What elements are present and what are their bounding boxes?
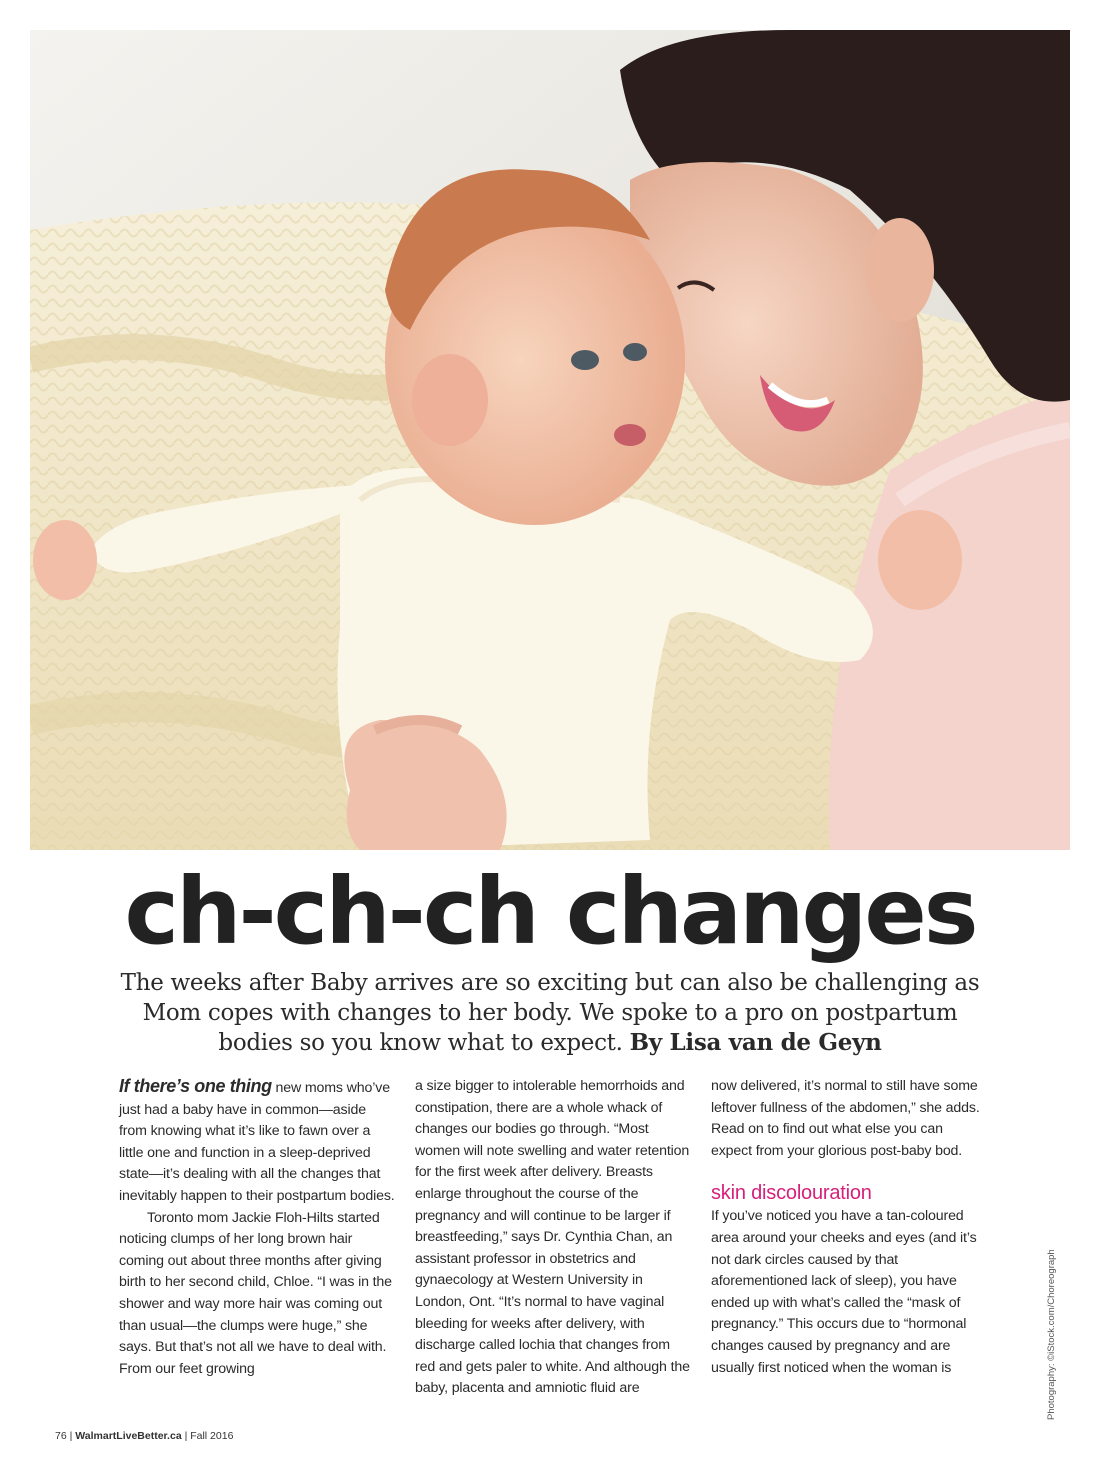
byline: By Lisa van de Geyn	[629, 1029, 882, 1056]
lead-in: If there’s one thing	[119, 1076, 272, 1096]
paragraph-mask-of-pregnancy: If you’ve noticed you have a tan-coloured area around your cheeks and eyes (and it’s not dark circles caused by that aforementioned lack of sleep), you have ended up with what’s called the “mask of pregnancy.” This occurs due to “hormonal changes caused by pregnancy and are usually first noticed when the woman is	[711, 1208, 977, 1376]
article-column-3	[711, 1076, 983, 1379]
paragraph-dr-chan: a size bigger to intolerable hemorrhoids and constipation, there are a whole whack of changes our bodies go through. “Most women will note swelling and water retention for the first week after delivery. Breasts enlarge throughout the course of the pregnancy and will continue to be larger if breastfeeding,” says Dr. Cynthia Chan, an assistant professor in obstetrics and gynaecology at Western University in London, Ont. “It’s normal to have vaginal bleeding for weeks after delivery, with discharge called lochia that changes from red and gets paler to white. And although the baby, placenta and amniotic fluid are	[415, 1078, 690, 1397]
article-column-2	[415, 1076, 693, 1400]
photo-credit: Photography: ©iStock.com/Choreograph	[1046, 1249, 1057, 1420]
article-deck	[115, 968, 985, 1058]
footer-site: WalmartLiveBetter.ca	[75, 1430, 182, 1442]
page-number: 76	[55, 1430, 67, 1442]
page-footer: 76 | WalmartLiveBetter.ca | Fall 2016	[55, 1430, 234, 1442]
subhead-skin-discolouration: skin discolouration	[711, 1182, 872, 1205]
deck-text: The weeks after Baby arrives are so exciting but can also be challenging as Mom copes with changes to her body. We spoke to a pro on postpartum bodies so you know what to expect.	[120, 970, 980, 1056]
paragraph-post-baby: now delivered, it’s normal to still have some leftover fullness of the abdomen,” she adds. Read on to find out what else you can expect from your glorious post-baby bod.	[711, 1078, 980, 1159]
article-column-1	[119, 1076, 397, 1380]
article-headline: ch-ch-ch changes	[124, 858, 976, 965]
hero-photo-mother-and-baby	[30, 30, 1070, 850]
footer-issue: Fall 2016	[190, 1430, 234, 1442]
paragraph-intro-rest: new moms who’ve just had a baby have in common—aside from knowing what it’s like to fawn over a little one and function in a sleep-deprived state—it’s dealing with all the changes that inevitably happen to their postpartum bodies.	[119, 1080, 395, 1204]
paragraph-intro	[119, 1076, 397, 1208]
paragraph-toronto-mom: Toronto mom Jackie Floh-Hilts started noticing clumps of her long brown hair coming out about three months after giving birth to her second child, Chloe. “I was in the shower and way more hair was coming out than usual—the clumps were huge,” she says. But that’s not all we have to deal with. From our feet growing	[119, 1209, 392, 1377]
